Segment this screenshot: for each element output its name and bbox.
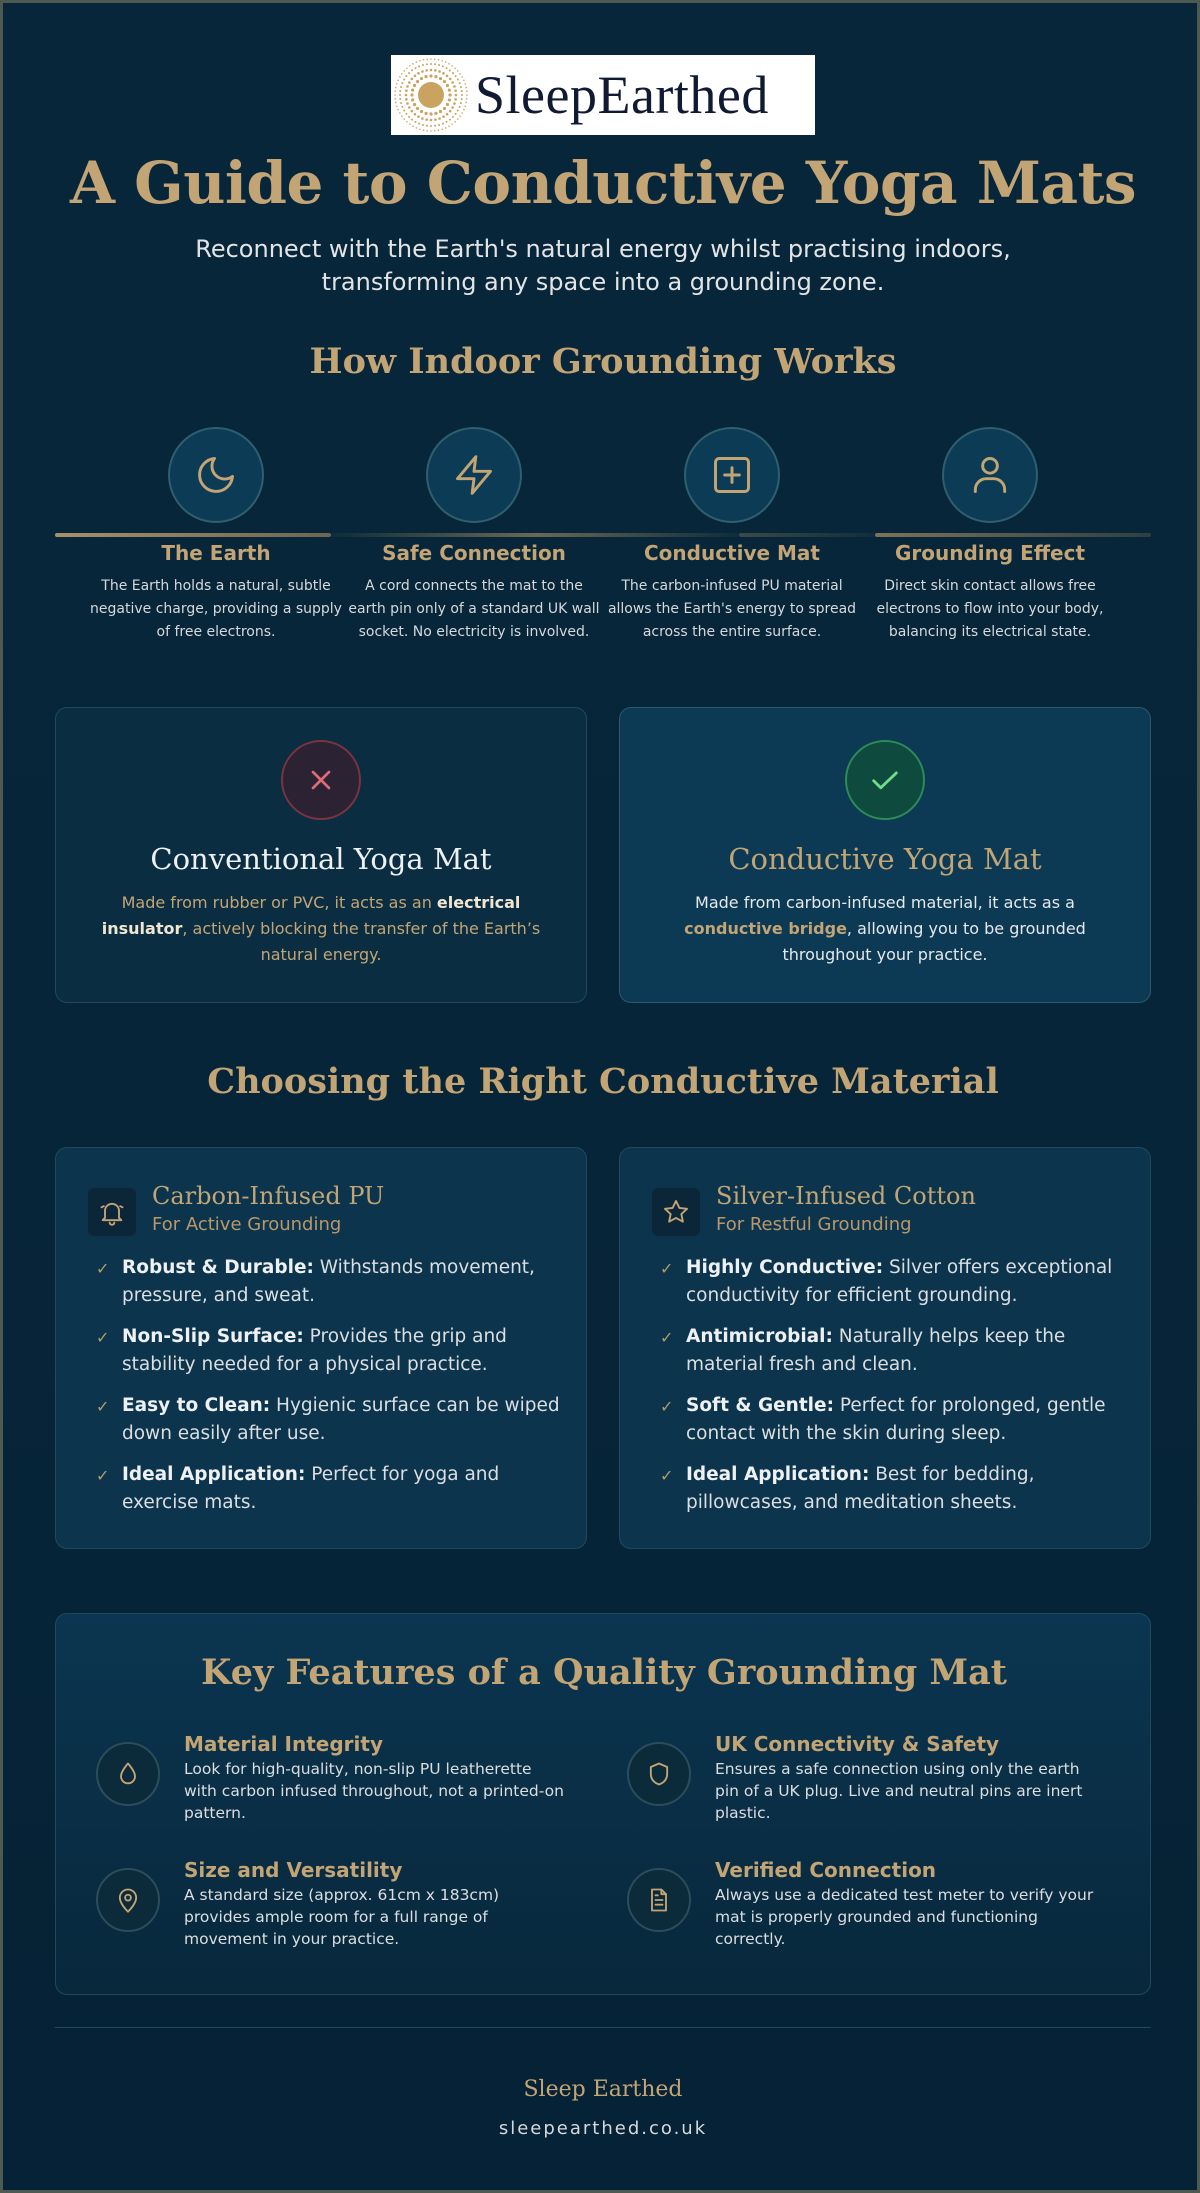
footer-url-link[interactable]: sleepearthed.co.uk <box>498 2118 708 2139</box>
list-item: ✓ Robust & Durable: Withstands movement, pressure, and sweat. <box>96 1257 535 1306</box>
feature-title: Material Integrity <box>184 1732 383 1756</box>
footer-brand: Sleep Earthed <box>523 2077 683 2102</box>
feature-title: Verified Connection <box>715 1858 937 1882</box>
card-subtitle: For Active Grounding <box>152 1214 342 1235</box>
feature-list <box>660 1254 1130 1530</box>
plus-square-icon <box>684 427 780 523</box>
how-it-works-heading: How Indoor Grounding Works <box>309 341 897 382</box>
page-title: A Guide to Conductive Yoga Mats <box>69 149 1137 217</box>
key-features-panel <box>55 1613 1151 1995</box>
card-title: Conductive Yoga Mat <box>728 842 1042 876</box>
droplet-icon <box>96 1742 160 1806</box>
feature-desc: Look for high-quality, non-slip PU leatherette with carbon infused throughout, not a printed-on pattern. <box>184 1760 564 1822</box>
key-features-heading: Key Features of a Quality Grounding Mat <box>201 1652 1007 1693</box>
feature-desc: Always use a dedicated test meter to verify your mat is properly grounded and functioning correctly. <box>715 1886 1094 1948</box>
step-title: Safe Connection <box>382 541 566 565</box>
card-desc: Made from carbon-infused material, it acts as a conductive bridge, allowing you to be grounded throughout your practice. <box>684 893 1086 964</box>
step-conductive-mat <box>603 427 861 644</box>
step-desc: The carbon-infused PU material allows the Earth's energy to spread across the entire surface. <box>607 578 857 640</box>
card-title: Silver-Infused Cotton <box>716 1182 976 1210</box>
step-desc: Direct skin contact allows free electrons to flow into your body, balancing its electrical state. <box>876 578 1104 640</box>
person-icon <box>942 427 1038 523</box>
page-subtitle: Reconnect with the Earth's natural energy whilst practising indoors, transforming any space into a grounding zone. <box>195 235 1011 296</box>
map-pin-icon <box>96 1868 160 1932</box>
card-title: Carbon-Infused PU <box>152 1182 385 1210</box>
step-safe-connection <box>345 427 603 644</box>
list-item: ✓ Easy to Clean: Hygienic surface can be wiped down easily after use. <box>96 1395 560 1444</box>
check-icon <box>845 740 925 820</box>
document-icon <box>627 1868 691 1932</box>
list-item: ✓ Ideal Application: Best for bedding, pillowcases, and meditation sheets. <box>660 1464 1035 1513</box>
list-item: ✓ Non-Slip Surface: Provides the grip and stability needed for a physical practice. <box>96 1326 507 1375</box>
card-desc: Made from rubber or PVC, it acts as an electrical insulator, actively blocking the transfer of the Earth’s natural energy. <box>101 893 541 964</box>
step-title: The Earth <box>161 541 271 565</box>
moon-icon <box>168 427 264 523</box>
step-desc: A cord connects the mat to the earth pin only of a standard UK wall socket. No electricity is involved. <box>348 578 600 640</box>
step-the-earth <box>87 427 345 644</box>
list-item: ✓ Ideal Application: Perfect for yoga and exercise mats. <box>96 1464 500 1513</box>
list-item: ✓ Antimicrobial: Naturally helps keep the material fresh and clean. <box>660 1326 1066 1375</box>
conventional-mat-card <box>55 707 587 1003</box>
x-icon <box>281 740 361 820</box>
shield-icon <box>627 1742 691 1806</box>
lightning-icon <box>426 427 522 523</box>
step-title: Conductive Mat <box>643 541 820 565</box>
list-item: ✓ Highly Conductive: Silver offers exceptional conductivity for efficient grounding. <box>660 1257 1113 1306</box>
list-item: ✓ Soft & Gentle: Perfect for prolonged, gentle contact with the skin during sleep. <box>660 1395 1106 1444</box>
materials-heading: Choosing the Right Conductive Material <box>207 1061 999 1102</box>
logo-text: SleepEarthed <box>475 65 769 125</box>
feature-desc: A standard size (approx. 61cm x 183cm) provides ample room for a full range of movement in your practice. <box>184 1886 500 1948</box>
card-title: Conventional Yoga Mat <box>150 842 492 876</box>
step-title: Grounding Effect <box>894 541 1086 565</box>
card-subtitle: For Restful Grounding <box>716 1214 912 1235</box>
carbon-pu-card <box>55 1147 587 1549</box>
feature-list <box>96 1254 566 1530</box>
feature-desc: Ensures a safe connection using only the earth pin of a UK plug. Live and neutral pins are inert plastic. <box>715 1760 1083 1822</box>
star-icon <box>652 1188 700 1236</box>
site-logo[interactable] <box>391 55 815 135</box>
feature-title: Size and Versatility <box>184 1858 403 1882</box>
sun-logo-icon <box>391 55 471 135</box>
conductive-mat-card <box>619 707 1151 1003</box>
step-grounding-effect <box>861 427 1119 644</box>
feature-title: UK Connectivity & Safety <box>715 1732 1000 1756</box>
bell-icon <box>88 1188 136 1236</box>
footer-divider <box>55 2027 1151 2028</box>
silver-cotton-card <box>619 1147 1151 1549</box>
step-desc: The Earth holds a natural, subtle negative charge, providing a supply of free electrons. <box>90 578 342 640</box>
